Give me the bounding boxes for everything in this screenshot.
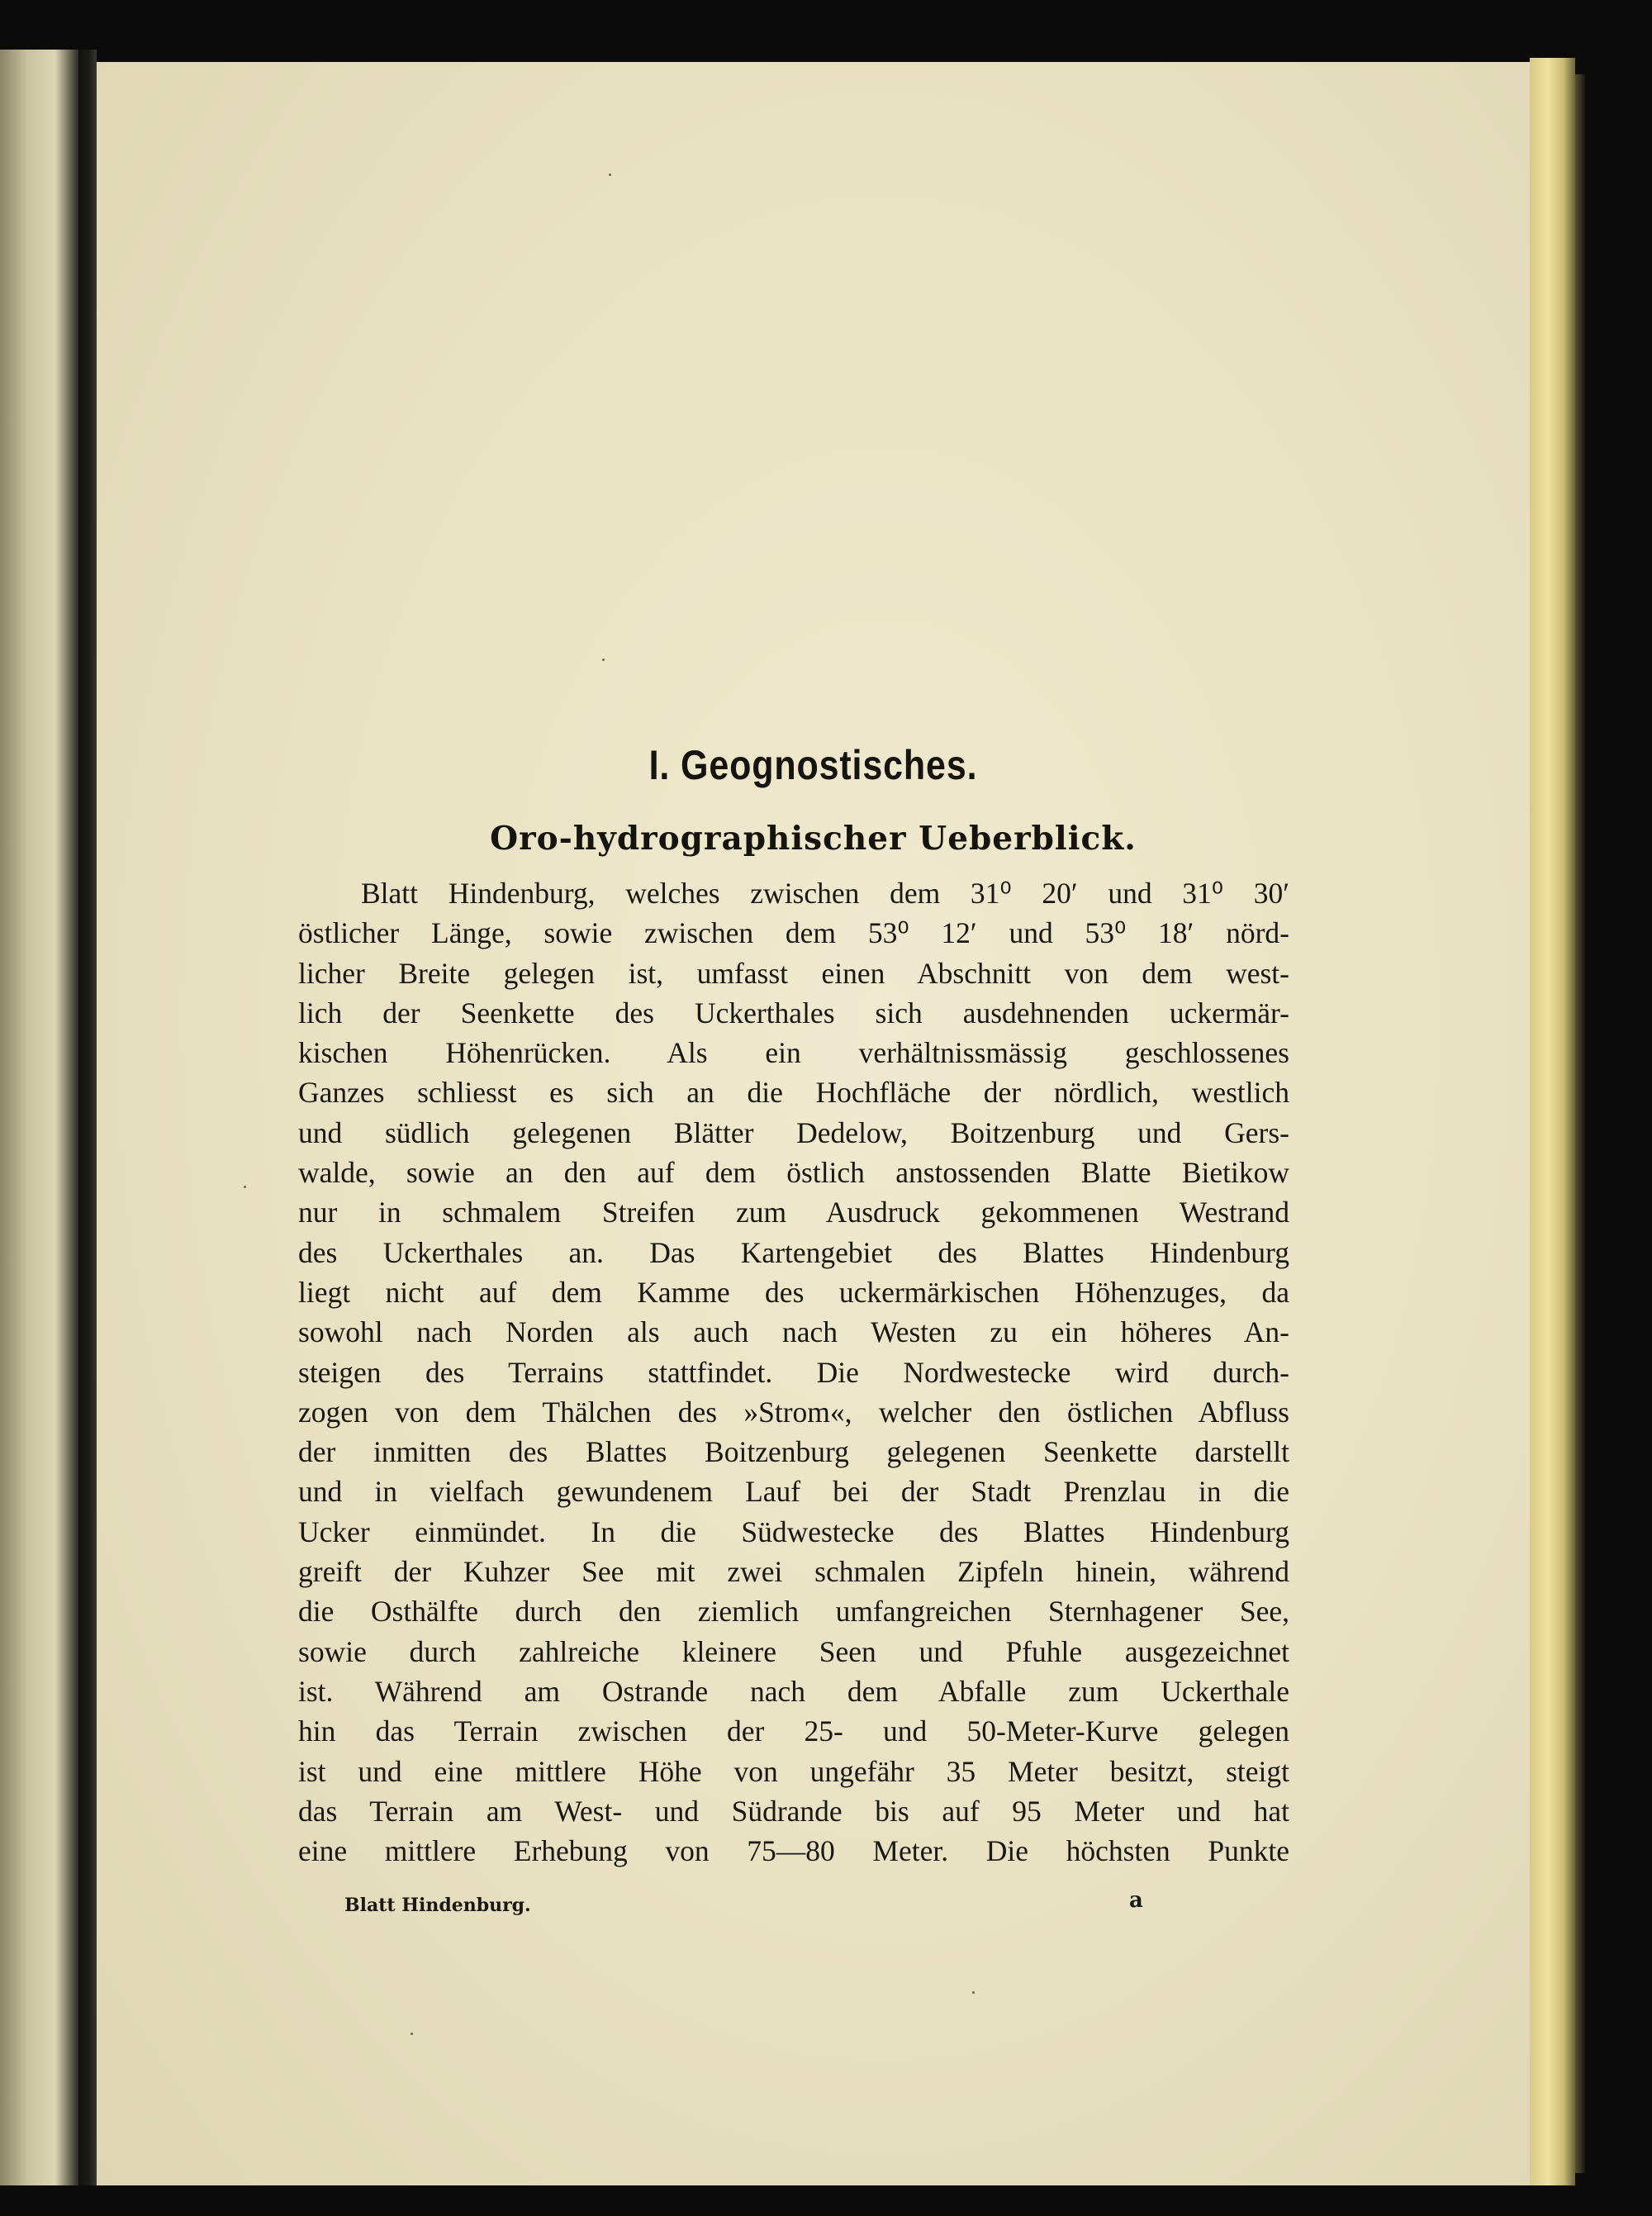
text-line: kischen Höhenrücken. Als ein verhältnissmässig geschlossenes xyxy=(298,1036,1289,1070)
text-line: und südlich gelegenen Blätter Dedelow, Boitzenburg und Gers- xyxy=(298,1115,1289,1149)
text-line: liegt nicht auf dem Kamme des uckermärkischen Höhenzuges, da xyxy=(298,1275,1289,1309)
text-line: lich der Seenkette des Uckerthales sich ausdehnenden uckermär- xyxy=(298,996,1289,1030)
page-stack-edge xyxy=(1530,58,1575,2185)
footer-signature-mark: a xyxy=(1129,1888,1143,1913)
text-line: das Terrain am West- und Südrande bis auf 95 Meter und hat xyxy=(298,1794,1289,1828)
text-line: die Osthälfte durch den ziemlich umfangreichen Sternhagener See, xyxy=(298,1595,1289,1629)
text-line: der inmitten des Blattes Boitzenburg gelegenen Seenkette darstellt xyxy=(298,1435,1289,1469)
text-line: greift der Kuhzer See mit zwei schmalen Zipfeln hinein, während xyxy=(298,1555,1289,1589)
text-line: steigen des Terrains stattfindet. Die Nordwestecke wird durch- xyxy=(298,1355,1289,1389)
body-text xyxy=(298,873,1289,1871)
text-line: ist. Während am Ostrande nach dem Abfalle zum Uckerthale xyxy=(298,1674,1289,1708)
text-line: hin das Terrain zwischen der 25- und 50-Meter-Kurve gelegen xyxy=(298,1714,1289,1748)
page-stack-shadow xyxy=(1575,74,1585,2173)
book-gutter xyxy=(78,50,97,2185)
text-line: Ucker einmündet. In die Südwestecke des Blattes Hindenburg xyxy=(298,1515,1289,1548)
paper-speck xyxy=(602,659,605,661)
left-page-edge xyxy=(0,50,78,2185)
text-line: des Uckerthales an. Das Kartengebiet des Blattes Hindenburg xyxy=(298,1235,1289,1269)
text-line: zogen von dem Thälchen des »Strom«, welcher den östlichen Abfluss xyxy=(298,1395,1289,1429)
text-line: ist und eine mittlere Höhe von ungefähr 35 Meter besitzt, steigt xyxy=(298,1754,1289,1788)
text-line: licher Breite gelegen ist, umfasst einen Abschnitt von dem west- xyxy=(298,956,1289,990)
text-line: und in vielfach gewundenem Lauf bei der Stadt Prenzlau in die xyxy=(298,1475,1289,1509)
paper-speck xyxy=(411,2033,413,2035)
section-title: Oro-hydrographischer Ueberblick. xyxy=(490,820,1137,858)
text-line: sowohl nach Norden als auch nach Westen zu ein höheres An- xyxy=(298,1315,1289,1349)
text-line: östlicher Länge, sowie zwischen dem 53⁰ 12′ und 53⁰ 18′ nörd- xyxy=(298,916,1289,950)
text-line: eine mittlere Erhebung von 75—80 Meter. Die höchsten Punkte xyxy=(298,1834,1289,1868)
text-line: nur in schmalem Streifen zum Ausdruck gekommenen Westrand xyxy=(298,1196,1289,1229)
paper-speck xyxy=(244,1186,246,1188)
chapter-title: I. Geognostisches. xyxy=(648,742,978,788)
text-line: Blatt Hindenburg, welches zwischen dem 31⁰ 20′ und 31⁰ 30′ xyxy=(361,877,1289,910)
text-line: Ganzes schliesst es sich an die Hochfläche der nördlich, westlich xyxy=(298,1076,1289,1110)
text-line: walde, sowie an den auf dem östlich anstossenden Blatte Bietikow xyxy=(298,1156,1289,1190)
text-line: sowie durch zahlreiche kleinere Seen und Pfuhle ausgezeichnet xyxy=(298,1634,1289,1668)
paper-speck xyxy=(972,1991,975,1994)
footer-signature: Blatt Hindenburg. xyxy=(344,1895,531,1916)
paper-speck xyxy=(609,174,611,176)
book-page xyxy=(97,62,1530,2185)
